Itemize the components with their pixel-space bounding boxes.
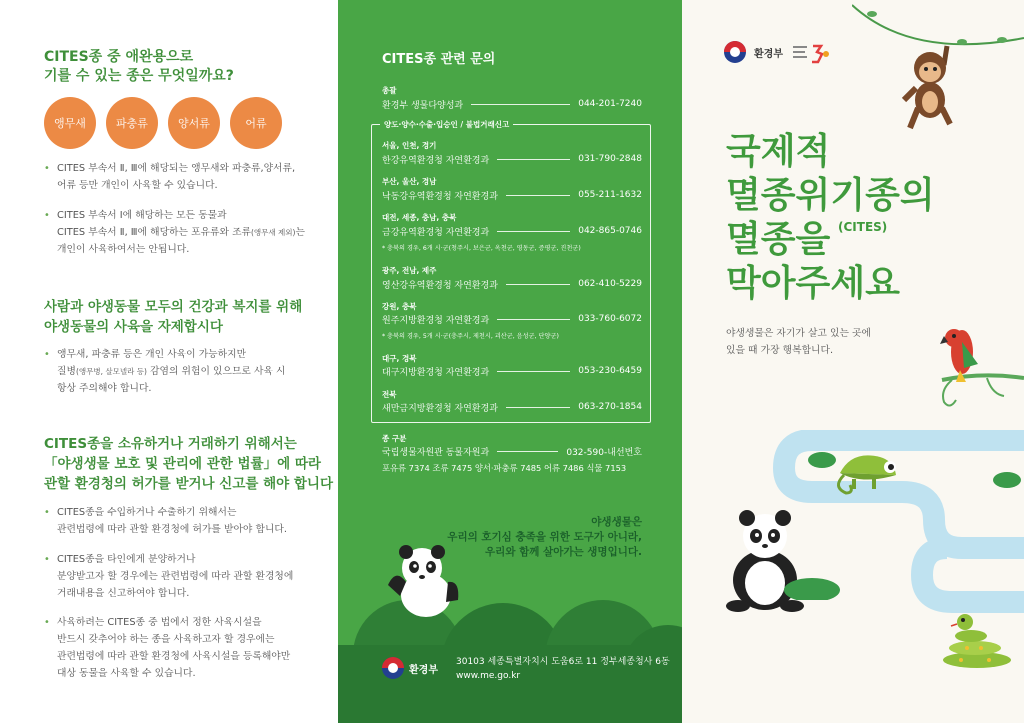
bullet-text: 반드시 갖추어야 하는 종을 사육하고자 할 경우에는 [57,634,275,645]
phone-number[interactable]: 044-201-7240 [578,99,642,109]
phone-number[interactable]: 042-865-0746 [578,226,642,236]
snake-icon [937,610,1017,670]
ministry-name: 환경부 [409,664,438,676]
office-name: 한강유역환경청 자연환경과 [382,155,490,166]
office-name: 영산강유역환경청 자연환경과 [382,280,498,291]
bullet-text: 관련법령에 따라 관할 환경청에 사육시설을 등록해야만 [57,651,291,662]
ministry-logo [382,657,438,679]
section-title-line: CITES종을 소유하거나 거래하기 위해서는 [44,436,297,452]
ministry-name: 환경부 [754,48,783,60]
phone-number[interactable]: 033-760-6072 [578,314,642,324]
office-name: 새만금지방환경청 자연환경과 [382,403,498,414]
slogan-line: 우리와 함께 살아가는 생명입니다. [485,546,642,558]
phone-number[interactable]: 062-410-5229 [578,279,642,289]
main-title [726,130,935,306]
bullet-text: 개인이 사육하여서는 안됩니다. [57,244,190,255]
office-region: 부산, 울산, 경남 [382,177,437,186]
office-row [382,364,642,378]
section-title-health [44,297,324,337]
office-region: 광주, 전남, 제주 [382,266,437,275]
office-name: 원주지방환경청 자연환경과 [382,315,490,326]
right-panel [682,0,1024,723]
bullet-text: 앵무새, 파충류 등은 개인 사육이 가능하지만 [57,349,247,360]
question-title-line-1: CITES종 중 애완용으로 [44,49,194,65]
chameleon-icon [832,445,912,500]
office-note: * 충북의 경우, 6개 시·군(청주시, 보은군, 옥천군, 영동군, 증평군, 진천군) [382,245,581,252]
office-name: 낙동강유역환경청 자연환경과 [382,191,498,202]
bullet-appendix-2-3: • CITES 부속서 Ⅱ, Ⅲ에 해당되는 앵무새와 파충류,양서류, 어류 등만 개인이 사육할 수 있습니다. [44,160,329,194]
general-contact-row [382,97,642,111]
slogan-line: 야생생물은 [591,516,642,528]
bullet-text: 관련법령에 따라 관할 환경청에 허가를 받아야 합니다. [57,524,288,535]
office-row [382,224,642,238]
office-region: 대구, 경북 [382,354,417,363]
parrot-on-branch-icon [932,322,1024,412]
office-row [382,400,642,414]
species-row [382,444,642,458]
phone-number[interactable]: 055-211-1632 [578,190,642,200]
title-line: 멸종을 [726,219,831,260]
office-row [382,277,642,291]
extension-numbers: 포유류 7374 조류 7475 양서·파충류 7485 어류 7486 식물 7153 [382,463,627,473]
cites-tag: (CITES) [838,220,888,234]
subtitle-line: 야생생물은 자기가 살고 있는 곳에 [726,328,871,339]
general-label: 총괄 [382,86,397,95]
office-region: 서울, 인천, 경기 [382,141,437,150]
section-title-line: 관할 환경청의 허가를 받거나 신고를 해야 합니다 [44,476,334,492]
phone-number[interactable]: 031-790-2848 [578,154,642,164]
bullet-text: 는 [295,227,305,238]
regional-box-title: 양도·양수·수출·입승인 / 불법거래신고 [380,119,513,130]
slogan-line: 우리의 호기심 충족을 위한 도구가 아니라, [447,531,642,543]
section-title-line: 「야생생물 보호 및 관리에 관한 법률」에 따라 [44,456,321,472]
office-region: 전북 [382,390,397,399]
circle-reptile: 파충류 [106,97,158,149]
question-title-line-2: 기를 수 있는 종은 무엇일까요? [44,68,234,84]
website-link[interactable]: www.me.go.kr [456,671,521,681]
bullet-text: 질병 [57,366,76,377]
section-title-line: 야생동물의 사육을 자제합시다 [44,319,223,335]
bullet-facility: • 사육하려는 CITES종 중 법에서 정한 사육시설을 반드시 갖추어야 하는 종을 사육하고자 할 경우에는 관련법령에 따라 관할 환경청에 사육시설을 등록해야만 대상 동물을 사육할 수 있습니다. [44,614,329,682]
bullet-transfer: • CITES종을 타인에게 분양하거나 분양받고자 할 경우에는 관련법령에 따라 관할 환경청에 거래내용을 신고하여야 합니다. [44,551,329,602]
section-title-line: 사람과 야생동물 모두의 건강과 복지를 위해 [44,299,303,315]
section-title-law [44,434,334,494]
bullet-note: (앵무새 제외) [251,228,296,237]
office-name: 국립생물자원관 동물자원과 [382,447,490,458]
bullet-note: (앵무병, 살모넬라 등) [75,367,147,376]
bullet-text: CITES 부속서 Ⅱ, Ⅲ에 해당되는 앵무새와 파충류,양서류, [57,163,296,174]
office-row [382,152,642,166]
phone-number[interactable]: 032-590-내선번호 [566,447,642,458]
bullet-text: CITES종을 타인에게 분양하거나 [57,554,196,565]
circle-amphibian: 양서류 [168,97,220,149]
species-label: 종 구분 [382,434,407,443]
bullet-appendix-1: • CITES 부속서 Ⅰ에 해당하는 모든 동물과 CITES 부속서 Ⅱ, Ⅲ에 해당하는 포유류와 조류(앵무새 제외)는 개인이 사육하여서는 안됩니다. [44,207,329,258]
circle-parrot: 앵무새 [44,97,96,149]
question-title [44,48,314,86]
anniversary-logo-icon [791,40,831,64]
office-row [382,312,642,326]
pet-category-circles [44,97,282,149]
panda-peek-icon [386,540,466,620]
bullet-text: CITES종을 수입하거나 수출하기 위해서는 [57,507,237,518]
bullet-disease: • 앵무새, 파충류 등은 개인 사육이 가능하지만 질병(앵무병, 살모넬라 등) 감염의 위험이 있으므로 사육 시 항상 주의해야 합니다. [44,346,329,397]
middle-panel [338,0,682,723]
bullet-text: 분양받고자 할 경우에는 관련법령에 따라 관할 환경청에 [57,571,294,582]
bullet-text: 어류 등만 개인이 사육할 수 있습니다. [57,180,218,191]
bullet-text: 사육하려는 CITES종 중 법에서 정한 사육시설을 [57,617,262,628]
bullet-text: CITES 부속서 Ⅰ에 해당하는 모든 동물과 [57,210,227,221]
bullet-text: CITES 부속서 Ⅱ, Ⅲ에 해당하는 포유류와 조류 [57,227,251,238]
bullet-text: 대상 동물을 사육할 수 있습니다. [57,668,196,679]
bush-icon [782,570,842,600]
office-name: 환경부 생물다양성과 [382,100,464,111]
cover-subtitle [726,325,871,359]
office-row [382,188,642,202]
government-emblem-icon [724,41,746,63]
office-name: 금강유역환경청 자연환경과 [382,227,490,238]
office-note: * 충북의 경우, 5개 시·군(충주시, 제천시, 괴산군, 음성군, 단양군) [382,333,559,340]
office-region: 강원, 충북 [382,302,417,311]
bullet-text: 거래내용을 신고하여야 합니다. [57,588,190,599]
address: 30103 세종특별자치시 도움6로 11 정부세종청사 6동 [456,657,670,667]
subtitle-line: 있을 때 가장 행복합니다. [726,345,834,356]
circle-fish: 어류 [230,97,282,149]
title-line: 국제적 [726,131,831,172]
monkey-on-vine-icon [852,0,1024,140]
bullet-text: 감염의 위험이 있으므로 사육 시 [146,366,286,377]
address-block [456,655,670,683]
office-region: 대전, 세종, 충남, 충북 [382,213,457,222]
bullet-text: 항상 주의해야 합니다. [57,383,152,394]
title-line: 막아주세요 [726,263,900,304]
phone-number[interactable]: 053-230-6459 [578,366,642,376]
bullet-import-export: • CITES종을 수입하거나 수출하기 위해서는 관련법령에 따라 관할 환경청에 허가를 받아야 합니다. [44,504,329,538]
slogan [447,515,642,560]
government-emblem-icon [382,657,404,679]
title-line: 멸종위기종의 [726,175,935,216]
phone-number[interactable]: 063-270-1854 [578,402,642,412]
contact-title: CITES종 관련 문의 [382,52,496,67]
left-panel [0,0,338,723]
cover-logos [724,40,831,64]
office-name: 대구지방환경청 자연환경과 [382,367,490,378]
